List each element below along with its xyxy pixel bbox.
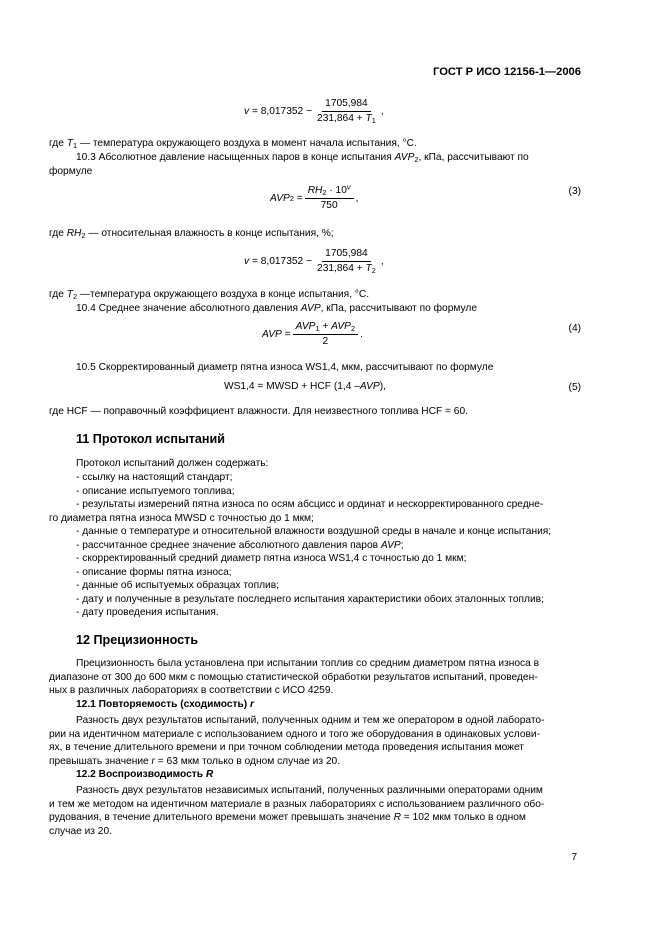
eq4-eq: = <box>284 329 291 340</box>
eq-v1-denominator <box>314 112 379 125</box>
eq-v2-den-var: T <box>365 263 372 274</box>
eq4-denominator: 2 <box>322 336 329 347</box>
eq4-fraction <box>293 321 358 348</box>
section-12-2-line3-symbol: R <box>393 812 401 823</box>
section-12-2-line4: случае из 20. <box>49 825 112 837</box>
section-12-1-line4-b: = 63 мкм только в одном случае из 20. <box>154 755 341 767</box>
section-12-1-line1: Разность двух результатов испытаний, полученных одним и тем же оператором в одной лаборато- <box>76 715 545 726</box>
section-12-title: 12 Прецизионность <box>76 633 199 647</box>
equation-v-t2 <box>244 248 384 275</box>
list-item: - дату и полученные в результате последнего испытания характеристики обоих эталонных топлив; <box>76 593 544 605</box>
eq-v2-fraction <box>314 248 379 275</box>
section-12-intro-line3: ных в различных лабораториях в соответствии с ИСО 4259. <box>49 685 334 696</box>
section-11-title: 11 Протокол испытаний <box>76 432 226 446</box>
eq-v2-lhs: v <box>244 256 250 267</box>
eq-v1-eq: = <box>251 106 258 117</box>
para-10-4-number: 10.4 <box>76 303 96 314</box>
eq-v2-denominator <box>314 262 379 275</box>
eq3-num-dot: · 10 <box>326 185 347 196</box>
section-12-1-title <box>76 699 254 710</box>
eq-v1-trail: , <box>380 106 384 117</box>
eq4-num-term2: AVP <box>331 321 351 332</box>
eq3-num-symbol: RH <box>307 185 323 196</box>
section-12-1-body <box>49 714 581 768</box>
eq-v1-den-var: T <box>365 113 372 124</box>
section-12-intro-line1: Прецизионность была установлена при испытании топлив со средним диаметром пятна износа в <box>76 658 540 669</box>
eq-v2-trail: , <box>380 256 384 267</box>
where-rh2-prefix: где <box>49 228 67 239</box>
eq3-denominator: 750 <box>320 200 338 211</box>
eq-v2-numerator: 1705,984 <box>322 248 371 262</box>
equation-4 <box>262 321 363 348</box>
section-12-1-line4-a: превышать значение <box>49 755 152 767</box>
eq4-num-term2-sub: 2 <box>350 323 356 333</box>
eq4-numerator <box>293 321 358 335</box>
eq-v2-den-const: 231,864 <box>317 263 354 274</box>
list-item-continuation: го диаметра пятна износа MWSD с точностью до 1 мкм; <box>49 513 314 524</box>
eq-v1-const: 8,017352 <box>260 106 304 117</box>
eq4-lhs: AVP <box>262 329 282 340</box>
para-10-5-text: Скорректированный диаметр пятна износа WS1,4, мкм, рассчитывают по формуле <box>95 362 494 373</box>
where-rh2-symbol: RH <box>66 228 82 239</box>
eq-v2-den-sub: 2 <box>371 265 376 275</box>
document-header-id: ГОСТ Р ИСО 12156-1—2006 <box>433 66 581 78</box>
eq4-trail: . <box>360 329 363 340</box>
eq5-text-a: WS1,4 = MWSD + HCF (1,4 – <box>224 381 360 392</box>
eq4-label: (4) <box>568 323 581 334</box>
list-item-avp-text: - рассчитанное среднее значение абсолютного давления паров <box>76 539 381 551</box>
list-item: - дату проведения испытания. <box>76 607 219 618</box>
list-item-avp-symbol: AVP <box>380 539 401 551</box>
equation-5 <box>224 381 386 392</box>
list-item: - результаты измерений пятна износа по осям абсцисс и ординат и нескорректированного средне- <box>76 499 544 510</box>
eq3-trail: , <box>355 193 359 204</box>
para-10-4-text-a: Среднее значение абсолютного давления <box>95 303 301 314</box>
section-12-intro <box>49 657 581 698</box>
list-item: - ссылку на настоящий стандарт; <box>76 472 233 483</box>
section-12-2-line1: Разность двух результатов независимых испытаний, полученных различными операторами одним <box>76 785 543 796</box>
section-12-2-line3-b: = 102 мкм только в одном <box>400 812 526 823</box>
list-item-avp-trail: ; <box>400 539 404 551</box>
section-12-1-line4 <box>49 755 581 769</box>
section-11-list-b <box>76 525 581 620</box>
eq4-num-term1-sub: 1 <box>315 323 320 333</box>
where-t2-symbol: T <box>66 289 73 300</box>
para-10-4-symbol: AVP <box>300 303 321 314</box>
section-12-2-title-text: 12.2 Воспроизводимость <box>76 769 206 780</box>
section-12-1-line4-symbol: r <box>151 755 155 767</box>
list-item: - данные об испытуемых образцах топлив; <box>76 580 279 591</box>
para-10-5 <box>76 361 493 375</box>
list-item: - данные о температуре и относительной влажности воздушной среды в начале и конце испытания; <box>76 526 552 537</box>
section-12-2-line3 <box>49 811 581 825</box>
where-t2-line <box>49 288 369 302</box>
eq3-num-sub: 2 <box>322 187 327 197</box>
where-rh2-sub: 2 <box>81 230 86 240</box>
equation-3: AVP 2 = $\frac{RH_2 \cdot 10^v}{750}$ , <box>270 182 359 211</box>
eq3-num-sup: v <box>346 182 351 192</box>
section-12-2-title <box>76 769 213 780</box>
section-12-1-symbol: r <box>250 699 254 710</box>
para-10-3-symbol: AVP <box>394 152 415 163</box>
para-10-5-number: 10.5 <box>76 362 96 373</box>
equation-v-t1 <box>244 98 384 125</box>
eq5-symbol: AVP <box>359 381 380 392</box>
eq-v1-fraction <box>314 98 379 125</box>
section-12-2-symbol: R <box>205 769 214 780</box>
eq3-label: (3) <box>568 186 581 197</box>
para-10-3-number: 10.3 <box>76 152 96 163</box>
where-t2-sub: 2 <box>72 291 78 301</box>
where-rh2-line <box>49 227 334 241</box>
section-11-list <box>76 471 581 512</box>
para-10-3-text-b: , кПа, рассчитывают по <box>418 152 529 163</box>
para-10-4 <box>76 302 477 316</box>
section-11-intro: Протокол испытаний должен содержать: <box>76 458 269 469</box>
eq-v2-const: 8,017352 <box>260 256 304 267</box>
eq3-lhs: AVP <box>270 193 290 204</box>
section-12-2-line3-a: рудования, в течение длительного времени может превышать значение <box>49 812 394 823</box>
eq4-num-plus: + <box>319 321 332 332</box>
list-item <box>76 539 581 553</box>
eq5-label: (5) <box>568 382 581 393</box>
eq-v1-den-plus: + <box>356 113 363 124</box>
para-10-3-line2: формуле <box>49 166 93 177</box>
eq-v1-den-sub: 1 <box>371 115 376 125</box>
eq-v1-lhs: v <box>244 106 250 117</box>
page-number: 7 <box>571 852 577 863</box>
eq-v2-minus: − <box>306 256 313 267</box>
list-item: - скорректированный средний диаметр пятна износа WS1,4 с точностью до 1 мкм; <box>76 553 467 564</box>
eq-v1-den-const: 231,864 <box>317 113 354 124</box>
where-t2-prefix: где <box>49 289 67 300</box>
eq-v1-minus: − <box>306 106 313 117</box>
section-12-2-body <box>49 784 581 838</box>
section-12-intro-line2: диапазоне от 300 до 600 мкм с помощью статистической обработки результатов испытаний, проведен- <box>49 671 538 683</box>
list-item: - описание формы пятна износа; <box>76 566 232 578</box>
para-10-3-line1 <box>76 151 529 165</box>
eq3-eq: = <box>296 193 303 204</box>
section-12-1-line2: рии на идентичном материале с использованием одного и того же оборудования в одинаковых услови- <box>49 728 540 740</box>
para-10-3-sub: 2 <box>414 154 419 164</box>
eq-v1-numerator: 1705,984 <box>322 98 371 112</box>
eq-v2-eq: = <box>251 256 258 267</box>
where-t1-line <box>49 137 417 151</box>
eq5-text-b: ), <box>379 381 386 392</box>
section-12-1-line3: ях, в течение длительного времени и при точном соблюдении метода проведения испытания может <box>49 742 524 753</box>
where-t1-prefix: где <box>49 138 67 149</box>
where-t2-text: —температура окружающего воздуха в конце испытания, °C. <box>77 289 370 300</box>
section-12-1-title-text: 12.1 Повторяемость (сходимость) <box>76 699 250 710</box>
where-t1-sub: 1 <box>72 140 78 150</box>
where-hcf-line: где HCF — поправочный коэффициент влажности. Для неизвестного топлива HCF = 60. <box>49 406 468 417</box>
eq4-num-term1: AVP <box>295 321 316 332</box>
where-rh2-text: — относительная влажность в конце испытания, %; <box>85 228 334 239</box>
eq3-numerator <box>305 182 354 199</box>
where-t1-symbol: T <box>66 138 73 149</box>
list-item: - описание испытуемого топлива; <box>76 485 235 497</box>
eq-v2-den-plus: + <box>356 263 363 274</box>
section-12-2-line2: и тем же методом на идентичном материале в разных лабораториях с использованием различного обо- <box>49 798 545 810</box>
para-10-4-text-b: , кПа, рассчитывают по формуле <box>320 303 477 314</box>
para-10-3-text-a: Абсолютное давление насыщенных паров в конце испытания <box>95 152 395 163</box>
where-t1-text: — температура окружающего воздуха в момент начала испытания, °C. <box>77 138 417 149</box>
